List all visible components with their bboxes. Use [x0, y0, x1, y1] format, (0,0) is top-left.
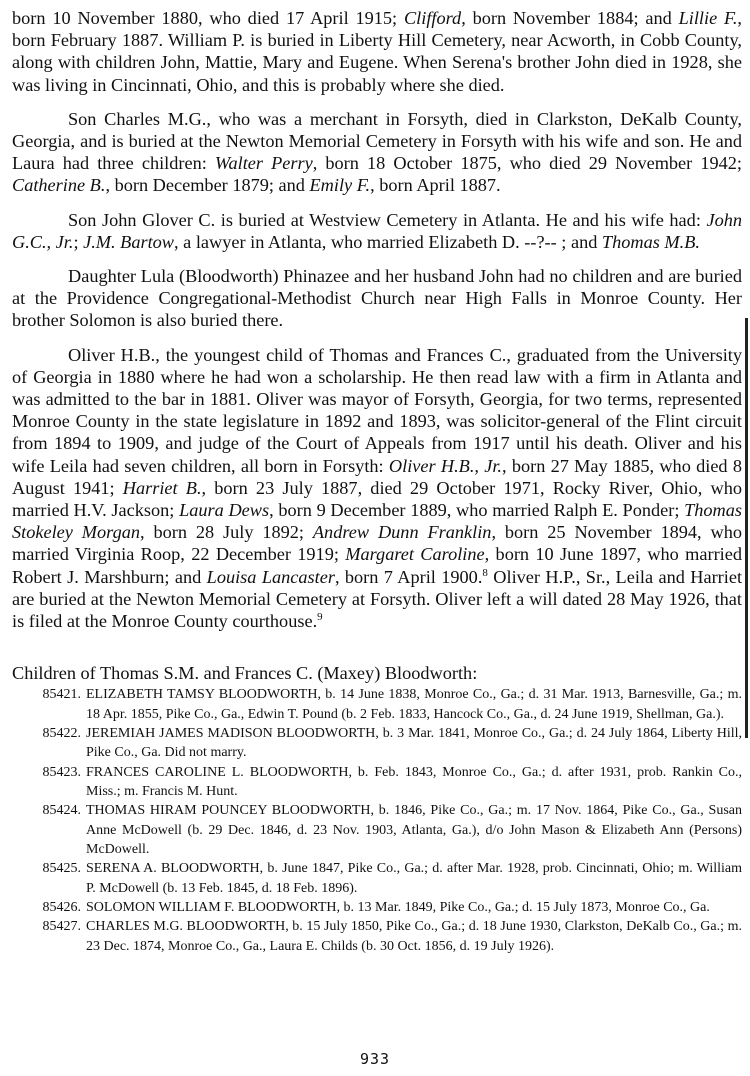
child-name: Margaret Caroline: [345, 544, 485, 565]
list-item: [12, 898, 742, 917]
entry-text: ELIZABETH TAMSY BLOODWORTH, b. 14 June 1838, Monroe Co., Ga.; d. 31 Mar. 1913, Barnesville, Ga.; m. 18 Apr. 1855, Pike Co., Ga., Edwin T. Pound (b. 2 Feb. 1833, Hancock Co., Ga., d. 24 June 1919, Shellman, Ga.).: [86, 687, 742, 722]
text-run: , born November 1884; and: [461, 8, 679, 28]
paragraph-john-glover: [12, 209, 742, 253]
text-run: , born February 1887. William P. is buried in Liberty Hill Cemetery, near Acworth, in Cobb County, along with children John, Mattie, Mary and Eugene. When Serena's brother John died in 1928, she was living in Cincinnati, Ohio, and this is probably where she died.: [12, 8, 742, 95]
child-name: Laura Dews: [179, 500, 270, 521]
child-name: Thomas Stokeley Morgan: [12, 500, 743, 543]
child-name: John G.C., Jr.: [12, 209, 742, 252]
text-run: Son Charles M.G., who was a merchant in Forsyth, died in Clarkston, DeKalb County, Georgia, and is buried at the Newton Memorial Cemetery in Forsyth with his wife and son. He and Laura had three children:: [12, 108, 742, 174]
text-run: , born 9 December 1889, who married Ralph E. Ponder;: [269, 500, 685, 521]
children-list: [12, 685, 742, 956]
list-item: [12, 917, 742, 956]
child-name: Harriet B.: [122, 477, 202, 498]
text-run: , born April 1887.: [370, 175, 501, 196]
text-run: , born 27 May 1885, who died 8 August 1941;: [12, 455, 742, 498]
entry-text: SERENA A. BLOODWORTH, b. June 1847, Pike Co., Ga.; d. after Mar. 1928, prob. Cincinnati, Ohio; m. William P. McDowell (b. 13 Feb. 1845, d. 18 Feb. 1896).: [86, 861, 742, 896]
list-item: [12, 801, 742, 859]
text-run: Daughter Lula (Bloodworth) Phinazee and her husband John had no children and are buried at the Providence Congregational-Methodist Church near High Falls in Monroe County. Her brother Solomon is also buried there.: [12, 266, 742, 331]
entry-number: 85424.: [42, 803, 81, 819]
text-run: Son John Glover C. is buried at Westview Cemetery in Atlanta. He and his wife had:: [68, 209, 707, 230]
text-run: ;: [73, 231, 84, 252]
children-heading: Children of Thomas S.M. and Frances C. (Maxey) Bloodworth:: [12, 663, 478, 684]
entry-number: 85423.: [42, 764, 81, 780]
child-name: Walter Perry: [214, 153, 313, 174]
paragraph-serena-family: [12, 7, 742, 96]
child-name: Lillie F.: [678, 8, 738, 28]
text-run: born 10 November 1880, who died 17 April 1915;: [12, 8, 404, 28]
entry-number: 85421.: [42, 687, 81, 703]
text-run: Oliver H.B., the youngest child of Thomas and Frances C., graduated from the University of Georgia in 1880 where he had won a scholarship. He then read law with a firm in Atlanta and was admitted to the bar in 1881. Oliver was mayor of Forsyth, Georgia, for two terms, represented Monroe County in the state legislature in 1892 and 1893, was solicitor-general of the Flint circuit from 1894 to 1909, and judge of the Court of Appeals from 1917 until his death. Oliver and his wife Leila had seven children, all born in Forsyth:: [12, 344, 742, 476]
child-name: Emily F.: [309, 175, 371, 196]
scan-edge-line: [745, 318, 748, 738]
list-item: [12, 724, 742, 763]
entry-number: 85422.: [42, 725, 81, 741]
text-run: , born 25 November 1894, who married Virginia Roop, 22 December 1919;: [12, 522, 742, 565]
footnote-marker: 8: [482, 566, 488, 579]
list-item: [12, 763, 742, 802]
list-item: [12, 859, 742, 898]
paragraph-charles: [12, 108, 742, 197]
list-item: [12, 685, 742, 724]
entry-text: THOMAS HIRAM POUNCEY BLOODWORTH, b. 1846, Pike Co., Ga.; m. 17 Nov. 1864, Pike Co., Ga., Susan Anne McDowell (b. 29 Dec. 1846, d. 23 Nov. 1903, Atlanta, Ga.), d/o John Mason & Elizabeth Ann (Persons) McDowell.: [86, 803, 742, 858]
entry-text: SOLOMON WILLIAM F. BLOODWORTH, b. 13 Mar. 1849, Pike Co., Ga.; d. 15 July 1873, Monroe Co., Ga.: [86, 900, 710, 916]
page-number: 933: [359, 1050, 391, 1068]
text-run: , born December 1879; and: [105, 175, 310, 196]
child-name: Clifford: [403, 8, 462, 28]
paragraph-oliver: [12, 344, 742, 633]
child-name: Oliver H.B., Jr.: [388, 455, 502, 476]
paragraph-lula: [12, 265, 742, 332]
entry-text: JEREMIAH JAMES MADISON BLOODWORTH, b. 3 Mar. 1841, Monroe Co., Ga.; d. 24 July 1864, Liberty Hill, Pike Co., Ga. Did not marry.: [86, 725, 742, 761]
text-run: , born 7 April 1900.: [334, 566, 483, 587]
text-run: Oliver H.P., Sr., Leila and Harriet are buried at the Newton Memorial Cemetery at Forsyth. Oliver left a will dated 28 May 1926, that is filed at the Monroe County courthouse.: [12, 566, 743, 632]
child-name: Louisa Lancaster: [206, 566, 335, 587]
entry-number: 85425.: [42, 861, 81, 877]
text-run: , a lawyer in Atlanta, who married Elizabeth D. --?-- ; and: [174, 231, 602, 252]
child-name: Thomas M.B.: [601, 231, 700, 252]
child-name: Andrew Dunn Franklin: [312, 522, 492, 543]
entry-number: 85426.: [42, 900, 81, 916]
entry-text: FRANCES CAROLINE L. BLOODWORTH, b. Feb. 1843, Monroe Co., Ga.; d. after 1931, prob. Rankin Co., Miss.; m. Francis M. Hunt.: [86, 764, 742, 799]
entry-text: CHARLES M.G. BLOODWORTH, b. 15 July 1850, Pike Co., Ga.; d. 18 June 1930, Clarkston, DeKalb Co., Ga.; m. 23 Dec. 1874, Monroe Co., Ga., Laura E. Childs (b. 30 Oct. 1856, d. 19 July 1926).: [86, 919, 742, 954]
entry-number: 85427.: [42, 919, 81, 935]
text-run: , born 10 June 1897, who married Robert J. Marshburn; and: [12, 544, 742, 587]
text-run: , born 23 July 1887, died 29 October 1971, Rocky River, Ohio, who married H.V. Jackson;: [12, 477, 742, 521]
footnote-marker: 9: [317, 611, 323, 624]
child-name: Catherine B.: [12, 175, 106, 196]
text-run: , born 28 July 1892;: [140, 522, 313, 543]
text-run: , born 18 October 1875, who died 29 November 1942;: [312, 153, 742, 174]
child-name: J.M. Bartow: [83, 231, 174, 252]
document-page: [12, 0, 742, 956]
